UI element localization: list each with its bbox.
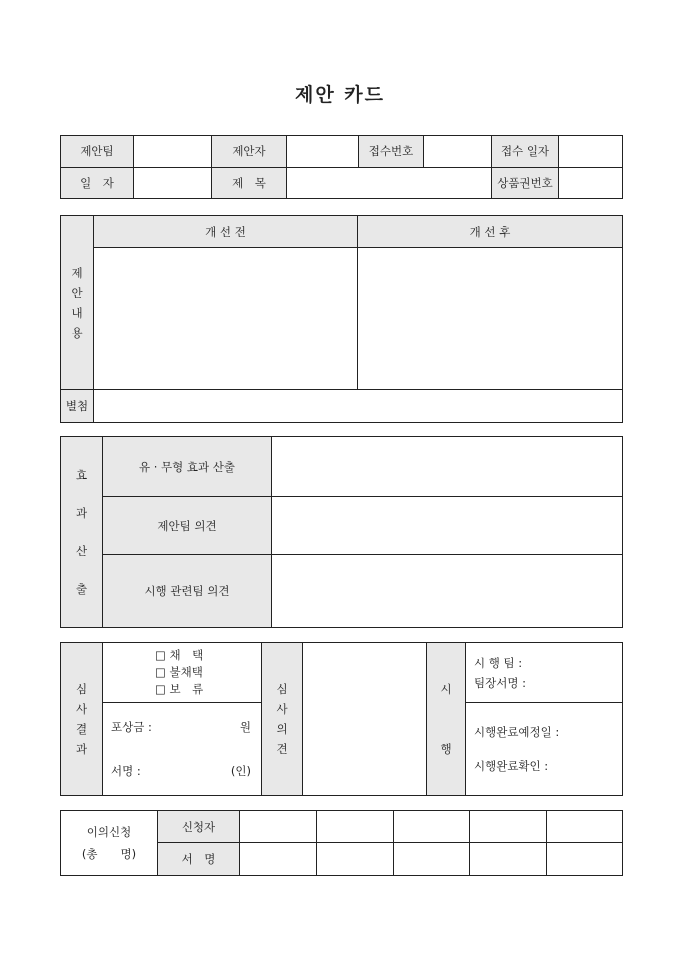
after-label: 개 선 후	[358, 216, 623, 248]
adopt-option[interactable]: □ 채 택	[155, 648, 204, 662]
applicant-field-1[interactable]	[240, 811, 317, 843]
exec-date-cell	[466, 703, 623, 796]
page-title: 제안 카드	[294, 84, 386, 106]
effect-calc-field[interactable]	[272, 437, 623, 497]
review-opinion-field[interactable]	[303, 643, 427, 796]
effect-side-label: 효 과 산 출	[61, 437, 103, 628]
exec-team-label: 시 행 팀 :	[474, 655, 523, 670]
review-side-label: 심 사 결 과	[61, 643, 103, 796]
sign-field-1[interactable]	[240, 843, 317, 876]
attachment-field[interactable]	[94, 390, 623, 423]
seal-label: (인)	[230, 764, 251, 778]
applicant-field-5[interactable]	[547, 811, 623, 843]
applicant-field-4[interactable]	[470, 811, 547, 843]
before-label: 개 선 전	[94, 216, 358, 248]
exec-team-cell	[466, 643, 623, 703]
exec-team-opinion-field[interactable]	[272, 555, 623, 628]
team-opinion-field[interactable]	[272, 497, 623, 555]
exec-team-opinion-label: 시행 관련팀 의견	[103, 555, 272, 628]
proposer-label: 제안자	[212, 136, 287, 168]
team-label: 제안팀	[61, 136, 134, 168]
sign-field-3[interactable]	[394, 843, 470, 876]
applicant-field-3[interactable]	[394, 811, 470, 843]
effect-calc-label: 유 · 무형 효과 산출	[103, 437, 272, 497]
reject-option[interactable]: □ 불채택	[155, 665, 203, 679]
voucher-no-field[interactable]	[559, 167, 623, 199]
receipt-date-field[interactable]	[559, 136, 623, 168]
decision-options	[103, 643, 262, 703]
sign-field-2[interactable]	[317, 843, 394, 876]
date-label: 일 자	[61, 167, 134, 199]
receipt-no-label: 접수번호	[359, 136, 424, 168]
planned-date-label: 시행완료예정일 :	[474, 725, 560, 739]
leader-sign-label: 팀장서명 :	[474, 675, 526, 690]
effect-table	[60, 436, 623, 628]
voucher-no-label: 상품권번호	[492, 167, 559, 199]
reward-sign-cell	[103, 703, 262, 796]
after-field[interactable]	[358, 248, 623, 390]
reward-unit: 원	[239, 720, 251, 734]
date-field[interactable]	[134, 167, 212, 199]
review-table	[60, 642, 623, 796]
applicant-field-2[interactable]	[317, 811, 394, 843]
sign-field-4[interactable]	[470, 843, 547, 876]
exec-side-label: 시 행	[427, 643, 466, 796]
proposal-content-table	[60, 215, 623, 423]
hold-option[interactable]: □ 보 류	[155, 682, 204, 696]
subject-label: 제 목	[212, 167, 287, 199]
header-table	[60, 135, 623, 199]
subject-field[interactable]	[287, 167, 492, 199]
review-opinion-label: 심 사 의 견	[262, 643, 303, 796]
objection-label: 이의신청 (총 명)	[61, 811, 158, 876]
team-opinion-label: 제안팀 의견	[103, 497, 272, 555]
attachment-label: 별첨	[61, 390, 94, 423]
sign-label: 서명 :	[111, 764, 141, 778]
objection-table	[60, 810, 623, 876]
proposal-side-label: 제 안 내 용	[61, 216, 94, 390]
objection-sign-label: 서 명	[158, 843, 240, 876]
reward-label: 포상금 :	[111, 720, 152, 734]
proposer-field[interactable]	[287, 136, 359, 168]
team-field[interactable]	[134, 136, 212, 168]
applicant-label: 신청자	[158, 811, 240, 843]
completion-label: 시행완료확인 :	[474, 759, 549, 773]
before-field[interactable]	[94, 248, 358, 390]
sign-field-5[interactable]	[547, 843, 623, 876]
receipt-no-field[interactable]	[424, 136, 492, 168]
receipt-date-label: 접수 일자	[492, 136, 559, 168]
